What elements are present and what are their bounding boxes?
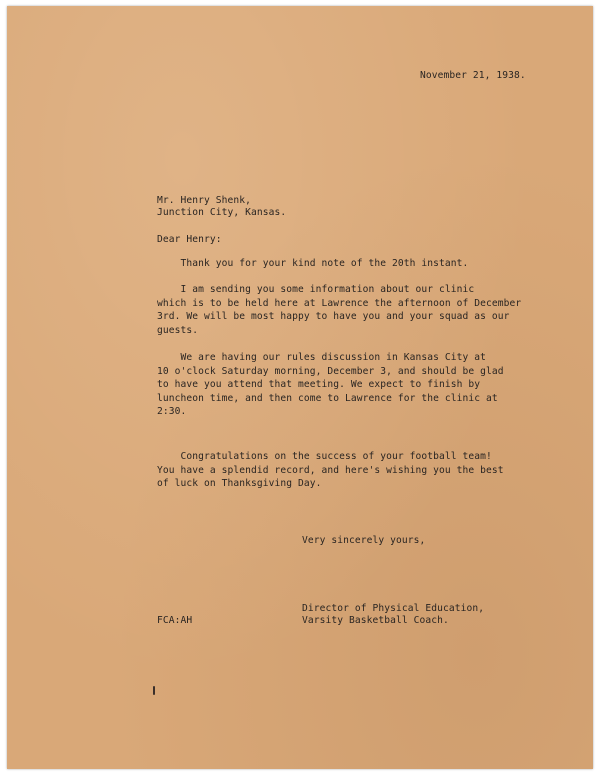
recipient-name: Mr. Henry Shenk, [157,195,252,206]
paragraph-line: 10 o'clock Saturday morning, December 3, and should be glad [157,365,504,377]
initials: FCA:AH [157,615,193,626]
letter-date: November 21, 1938. [420,70,526,81]
closing: Very sincerely yours, [302,535,426,546]
signature-title-1: Director of Physical Education, [302,603,485,614]
ink-mark [153,686,155,695]
paragraph-line: Thank you for your kind note of the 20th instant. [157,258,469,269]
paragraph-4 [157,450,557,491]
paragraph-1 [157,257,557,271]
recipient-address: Junction City, Kansas. [157,207,287,218]
paragraph-line: luncheon time, and then come to Lawrence for the clinic at [157,392,498,404]
paragraph-line: 3rd. We will be most happy to have you and your squad as our [157,311,510,322]
signature-title-2: Varsity Basketball Coach. [302,615,449,626]
paragraph-2 [157,283,557,337]
salutation: Dear Henry: [157,234,222,245]
letter-page [7,6,593,769]
paragraph-line: I am sending you some information about our clinic [157,284,475,295]
paragraph-line: to have you attend that meeting. We expect to finish by [157,379,481,390]
paragraph-line: of luck on Thanksgiving Day. [157,478,322,489]
paragraph-line: We are having our rules discussion in Kansas City at [157,352,487,363]
paragraph-line: Congratulations on the success of your football team! [157,451,492,462]
paragraph-line: You have a splendid record, and here's wishing you the best [157,464,504,476]
paragraph-line: 2:30. [157,406,187,417]
paragraph-line: which is to be held here at Lawrence the afternoon of December [157,297,522,309]
paragraph-line: guests. [157,324,199,336]
paragraph-3 [157,351,557,419]
